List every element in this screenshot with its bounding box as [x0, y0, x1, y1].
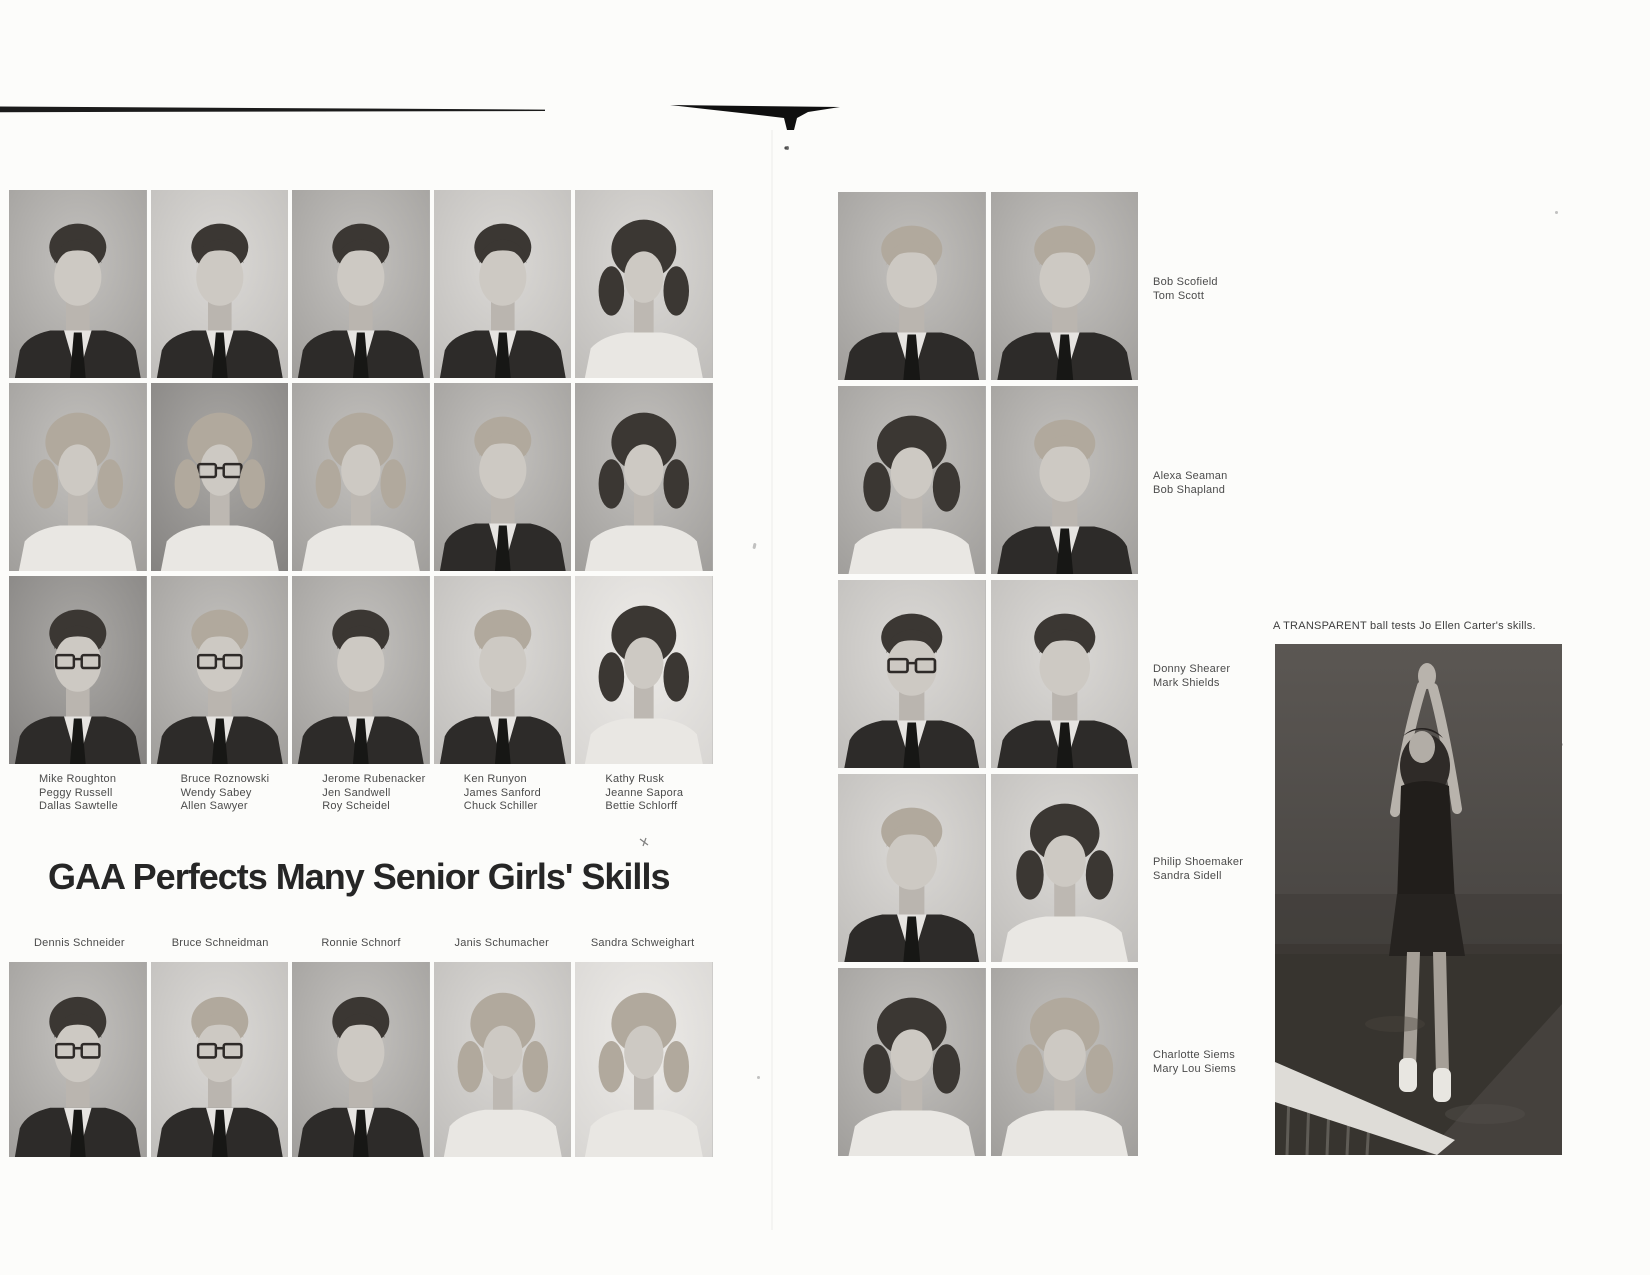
name-column-5	[575, 773, 713, 814]
name-column-2	[151, 773, 289, 814]
student-name: Bob Shapland	[1153, 483, 1226, 496]
portrait-jerome-rubenacker	[292, 190, 430, 378]
student-name: Ronnie Schnorf	[321, 937, 401, 949]
portrait-donny-shearer	[838, 580, 986, 768]
gymnast-photo-illustration	[1275, 644, 1562, 1155]
scan-speck-artifact	[786, 146, 789, 150]
student-name: Chuck Schiller	[463, 800, 538, 812]
portrait-bob-scofield	[838, 192, 986, 380]
portrait-chuck-schiller	[434, 576, 572, 764]
student-name: Roy Scheidel	[322, 800, 391, 812]
scan-spine-shadow-artifact	[600, 96, 850, 161]
student-name: Janis Schumacher	[454, 937, 550, 949]
scan-speck-artifact	[1555, 211, 1558, 214]
student-name: Wendy Sabey	[180, 786, 252, 799]
portrait-philip-shoemaker	[838, 774, 986, 962]
student-name: Dallas Sawtelle	[39, 800, 118, 812]
portrait-dallas-sawtelle	[9, 576, 147, 764]
student-name: Philip Shoemaker	[1153, 856, 1244, 868]
student-name: Donny Shearer	[1153, 663, 1231, 675]
student-name: Sandra Sidell	[1153, 869, 1222, 882]
student-name: Peggy Russell	[39, 786, 113, 799]
portrait-charlotte-siems	[838, 968, 986, 1156]
student-name: Bruce Roznowski	[180, 773, 270, 785]
portrait-bruce-schneidman	[151, 962, 289, 1157]
student-name: Tom Scott	[1153, 289, 1205, 302]
left-name-columns	[9, 773, 713, 814]
right-label-group-4	[1153, 856, 1243, 883]
portrait-tom-scott	[991, 192, 1139, 380]
action-photo-caption: A TRANSPARENT ball tests Jo Ellen Carter's skills.	[1273, 620, 1536, 632]
action-photo	[1275, 644, 1562, 1155]
student-name: Jeanne Sapora	[605, 786, 684, 799]
scan-speck-artifact	[752, 543, 756, 549]
portrait-mark-shields	[991, 580, 1139, 768]
portrait-mary-lou-siems	[991, 968, 1139, 1156]
student-name: Bruce Schneidman	[171, 937, 269, 949]
student-name: Jen Sandwell	[322, 786, 391, 799]
scan-speck-artifact	[638, 835, 650, 853]
bottom-portrait-row	[9, 962, 713, 1157]
student-name: Allen Sawyer	[180, 800, 248, 812]
portrait-dennis-schneider	[9, 962, 147, 1157]
portrait-mike-roughton	[9, 190, 147, 378]
right-label-group-3	[1153, 663, 1230, 690]
portrait-allen-sawyer	[151, 576, 289, 764]
portrait-ken-runyon	[434, 190, 572, 378]
student-name: Jerome Rubenacker	[322, 773, 426, 785]
portrait-bettie-schlorff	[575, 576, 713, 764]
page-fold-line	[771, 130, 773, 1230]
student-name: Sandra Schweighart	[590, 937, 695, 949]
portrait-roy-scheidel	[292, 576, 430, 764]
portrait-sandra-schweighart	[575, 962, 713, 1157]
portrait-peggy-russell	[9, 383, 147, 571]
portrait-sandra-sidell	[991, 774, 1139, 962]
portrait-james-sanford	[434, 383, 572, 571]
student-name: Kathy Rusk	[605, 773, 665, 785]
student-name: Alexa Seaman	[1153, 470, 1228, 482]
name-column-4	[434, 773, 572, 814]
right-label-group-2	[1153, 470, 1228, 497]
portrait-ronnie-schnorf	[292, 962, 430, 1157]
student-name: Mary Lou Siems	[1153, 1062, 1236, 1075]
scan-edge-line-artifact	[0, 101, 545, 119]
student-name: James Sanford	[463, 786, 542, 799]
portrait-jeanne-sapora	[575, 383, 713, 571]
student-name: Mike Roughton	[39, 773, 117, 785]
portrait-wendy-sabey	[151, 383, 289, 571]
name-column-3	[292, 773, 430, 814]
scan-speck-artifact	[757, 1076, 760, 1079]
student-name: Bob Scofield	[1153, 276, 1218, 288]
student-name: Ken Runyon	[463, 773, 527, 785]
left-portrait-grid	[9, 190, 713, 764]
section-headline: GAA Perfects Many Senior Girls' Skills	[48, 856, 670, 897]
portrait-alexa-seaman	[838, 386, 986, 574]
right-label-group-5	[1153, 1049, 1236, 1076]
bottom-name-row	[9, 937, 713, 949]
portrait-bob-shapland	[991, 386, 1139, 574]
right-portrait-grid	[838, 192, 1138, 1156]
right-label-group-1	[1153, 276, 1218, 303]
portrait-kathy-rusk	[575, 190, 713, 378]
portrait-janis-schumacher	[434, 962, 572, 1157]
student-name: Dennis Schneider	[33, 937, 125, 949]
student-name: Mark Shields	[1153, 676, 1220, 689]
portrait-bruce-roznowski	[151, 190, 289, 378]
student-name: Charlotte Siems	[1153, 1049, 1236, 1061]
portrait-jen-sandwell	[292, 383, 430, 571]
name-column-1	[9, 773, 147, 814]
student-name: Bettie Schlorff	[605, 800, 678, 812]
